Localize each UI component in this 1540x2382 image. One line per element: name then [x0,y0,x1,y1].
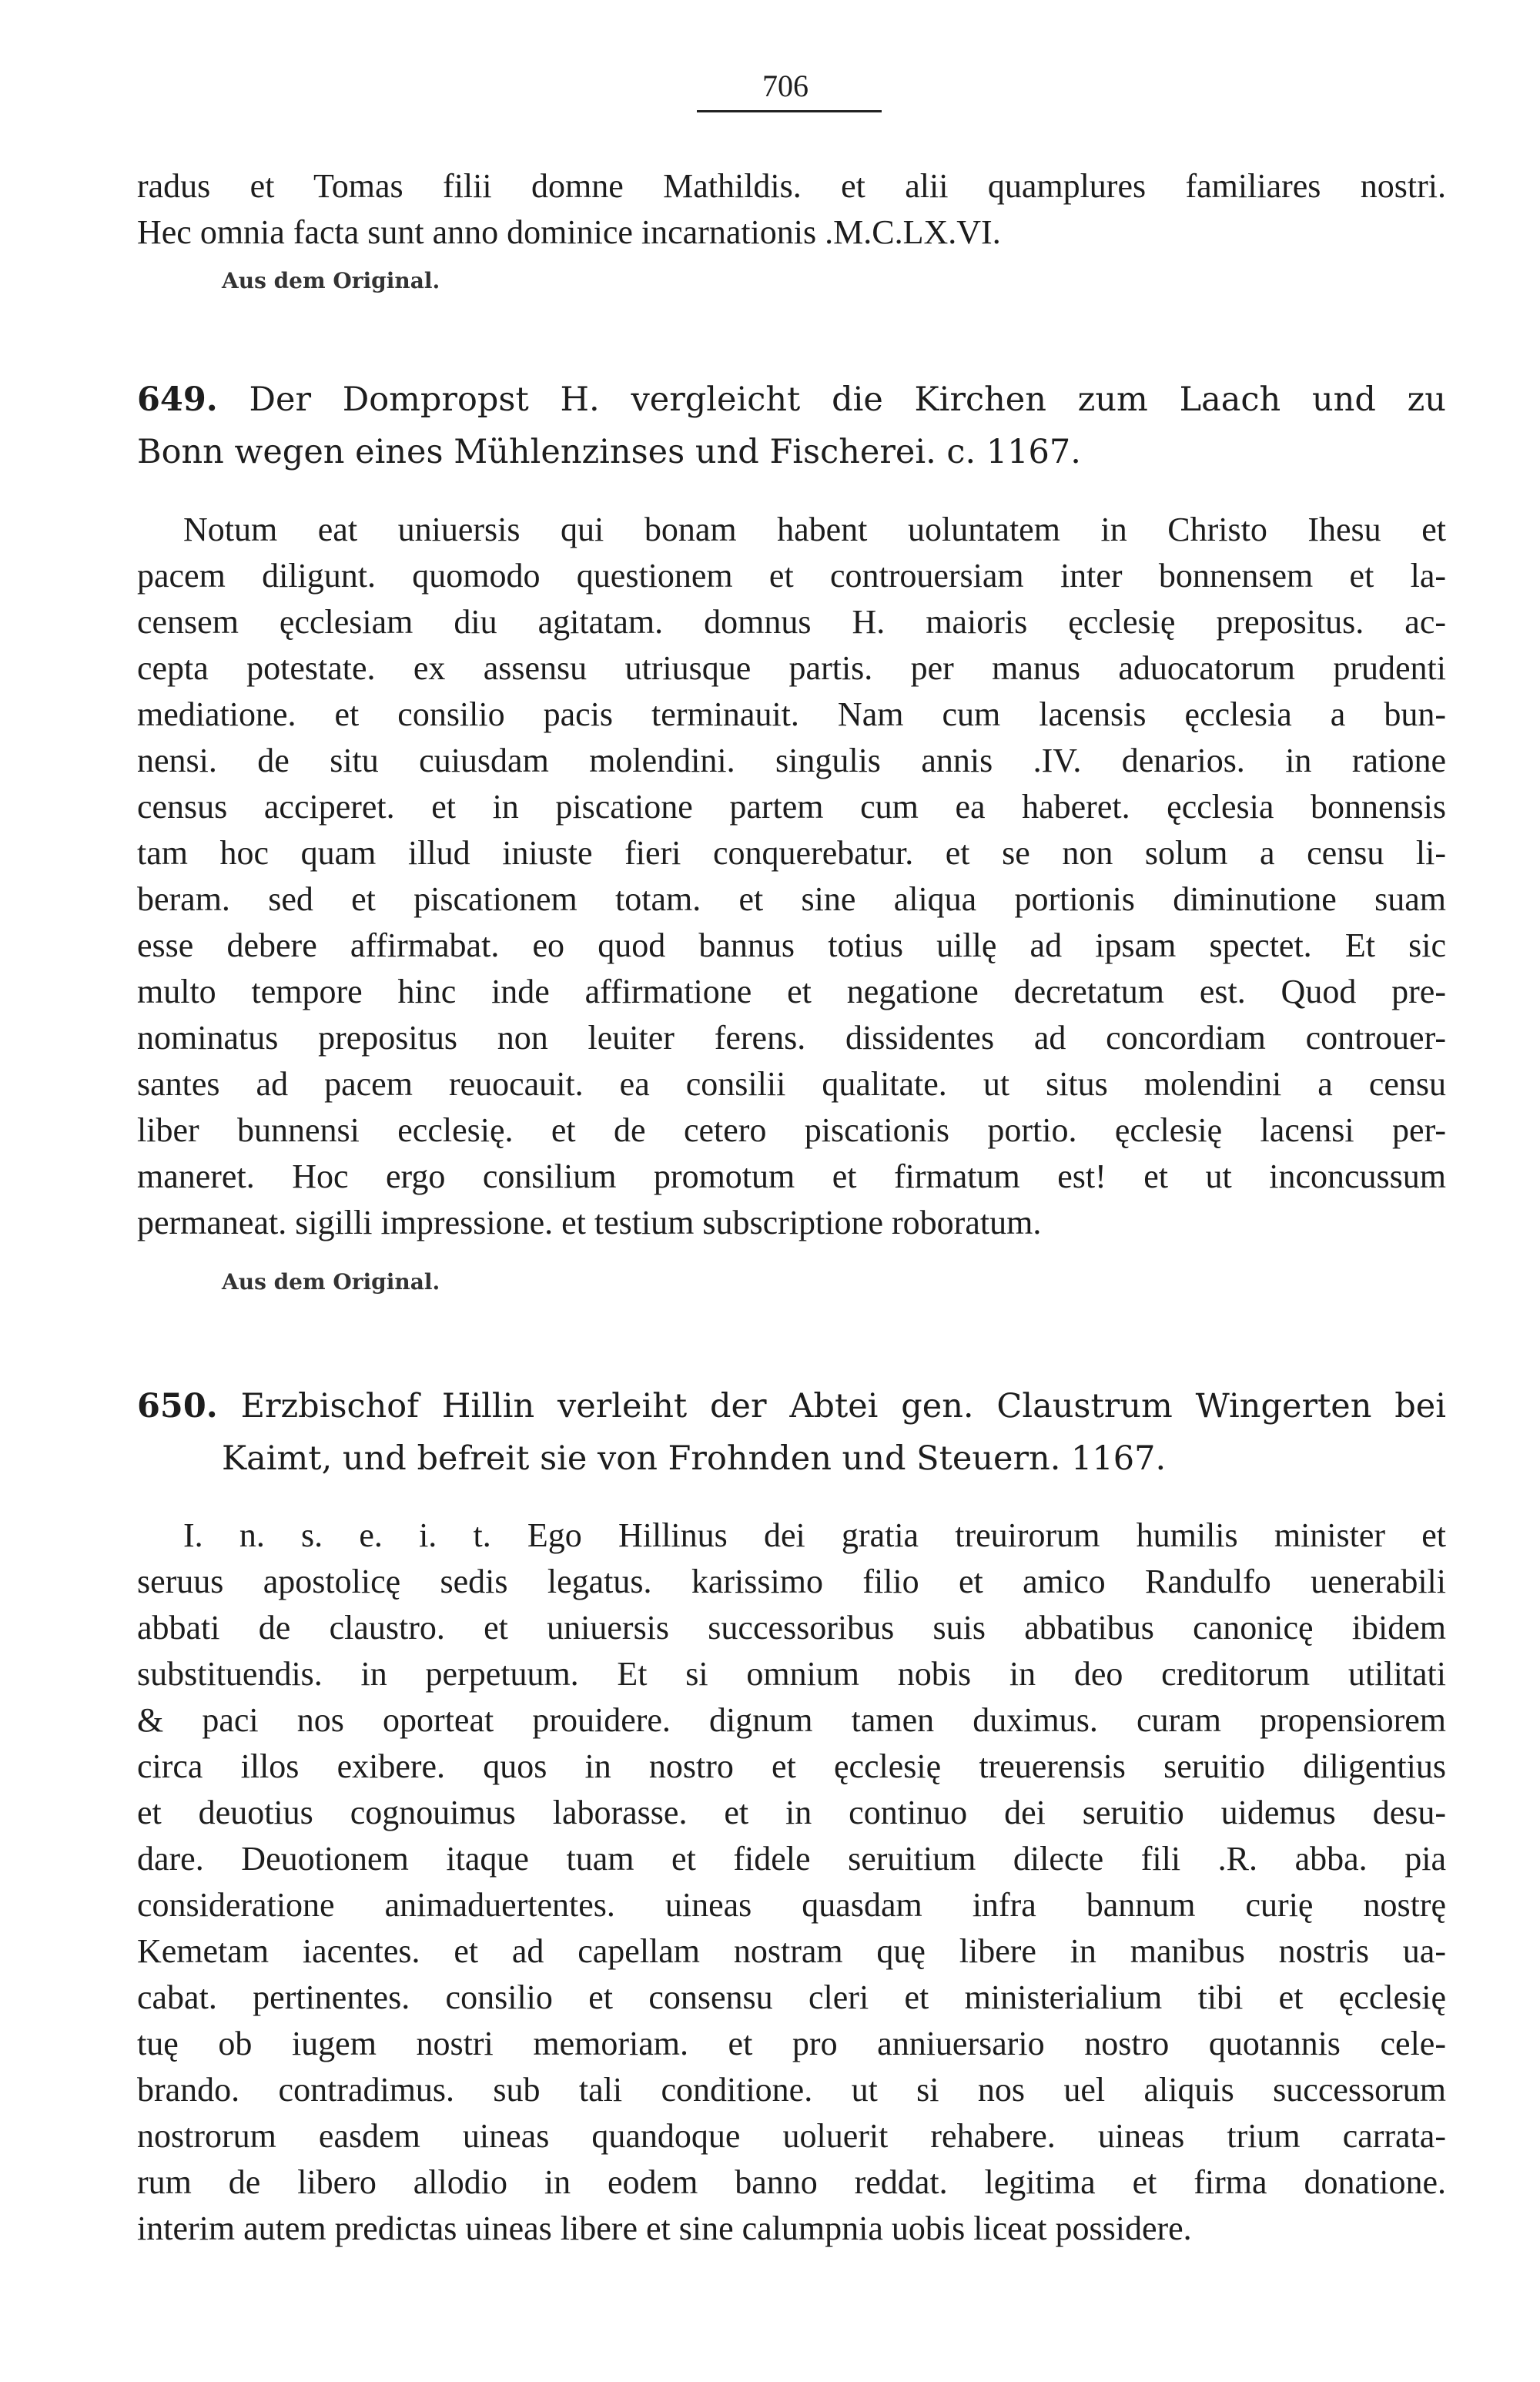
text-line: liber bunnensi ecclesię. et de cetero piscationis portio. ęcclesię lacensi per- [137,1111,1446,1149]
text-line: esse debere affirmabat. eo quod bannus totius uillę ad ipsam spectet. Et sic [137,926,1446,964]
text-line: seruus apostolicę sedis legatus. karissimo filio et amico Randulfo uenerabili [137,1563,1446,1600]
text-line: nensi. de situ cuiusdam molendini. singulis annis .IV. denarios. in ratione [137,742,1446,779]
text-line: abbati de claustro. et uniuersis successoribus suis abbatibus canonicę ibidem [137,1609,1446,1647]
text-line: tuę ob iugem nostri memoriam. et pro anniuersario nostro quotannis cele- [137,2025,1446,2062]
text-line: mediatione. et consilio pacis terminauit. Nam cum lacensis ęcclesia a bun- [137,695,1446,733]
text-line: cepta potestate. ex assensu utriusque partis. per manus aduocatorum prudenti [137,649,1446,687]
text-line: & paci nos oporteat prouidere. dignum tamen duximus. curam propensiorem [137,1701,1446,1739]
text-line: radus et Tomas filii domne Mathildis. et alii quamplures familiares nostri. [137,167,1446,205]
text-line: pacem diligunt. quomodo questionem et controuersiam inter bonnensem et la- [137,557,1446,595]
text-line: censem ęcclesiam diu agitatam. domnus H. maioris ęcclesię prepositus. ac- [137,603,1446,641]
heading-text: Erzbischof Hillin verleiht der Abtei gen. Claustrum Wingerten bei [240,1387,1446,1426]
text-line: beram. sed et piscationem totam. et sine aliqua portionis diminutione suam [137,880,1446,918]
text-line: maneret. Hoc ergo consilium promotum et firmatum est! et ut inconcussum [137,1157,1446,1195]
doc-649-body [137,507,1446,1246]
doc-650-heading [137,1380,1446,1485]
text-line: tam hoc quam illud iniuste fieri conquerebatur. et se non solum a censu li- [137,834,1446,872]
source-note: Aus dem Original. [222,1269,440,1295]
text-line: Notum eat uniuersis qui bonam habent uoluntatem in Christo Ihesu et [183,511,1446,548]
text-line: permaneat. sigilli impressione. et testium subscriptione roboratum. [137,1204,1042,1241]
doc-649-heading [137,374,1446,478]
text-line: nominatus prepositus non leuiter ferens. dissidentes ad concordiam controuer- [137,1019,1446,1057]
text-line: rum de libero allodio in eodem banno reddat. legitima et firma donatione. [137,2163,1446,2201]
text-line: dare. Deuotionem itaque tuam et fidele seruitium dilecte fili .R. abba. pia [137,1840,1446,1878]
text-line: brando. contradimus. sub tali conditione. ut si nos uel aliquis successorum [137,2071,1446,2109]
text-line: et deuotius cognouimus laborasse. et in continuo dei seruitio uidemus desu- [137,1794,1446,1831]
text-line: Hec omnia facta sunt anno dominice incarnationis .M.C.LX.VI. [137,213,1001,251]
heading-text: Bonn wegen eines Mühlenzinses und Fischerei. c. 1167. [137,433,1081,471]
doc-number: 650. [137,1387,218,1426]
text-line: circa illos exibere. quos in nostro et ęcclesię treuerensis seruitio diligentius [137,1747,1446,1785]
heading-text: Der Dompropst H. vergleicht die Kirchen zum Laach und zu [249,380,1446,419]
page-number-rule [697,110,882,112]
doc-650-body [137,1513,1446,2252]
text-line: multo tempore hinc inde affirmatione et negatione decretatum est. Quod pre- [137,973,1446,1010]
intro-text [137,163,1446,256]
text-line: census acciperet. et in piscatione partem cum ea haberet. ęcclesia bonnensis [137,788,1446,826]
text-line: interim autem predictas uineas libere et sine calumpnia uobis liceat possidere. [137,2209,1192,2247]
source-note: Aus dem Original. [222,268,440,293]
heading-text: Kaimt, und befreit sie von Frohnden und Steuern. 1167. [222,1439,1167,1478]
text-line: consideratione animaduertentes. uineas quasdam infra bannum curię nostrę [137,1886,1446,1924]
text-line: cabat. pertinentes. consilio et consensu cleri et ministerialium tibi et ęcclesię [137,1978,1446,2016]
text-line: nostrorum easdem uineas quandoque uoluerit rehabere. uineas trium carrata- [137,2117,1446,2155]
doc-number: 649. [137,380,218,419]
page-number: 706 [762,69,808,103]
text-line: santes ad pacem reuocauit. ea consilii qualitate. ut situs molendini a censu [137,1065,1446,1103]
text-line: I. n. s. e. i. t. Ego Hillinus dei gratia treuirorum humilis minister et [183,1516,1446,1554]
text-line: Kemetam iacentes. et ad capellam nostram quę libere in manibus nostris ua- [137,1932,1446,1970]
text-line: substituendis. in perpetuum. Et si omnium nobis in deo creditorum utilitati [137,1655,1446,1693]
